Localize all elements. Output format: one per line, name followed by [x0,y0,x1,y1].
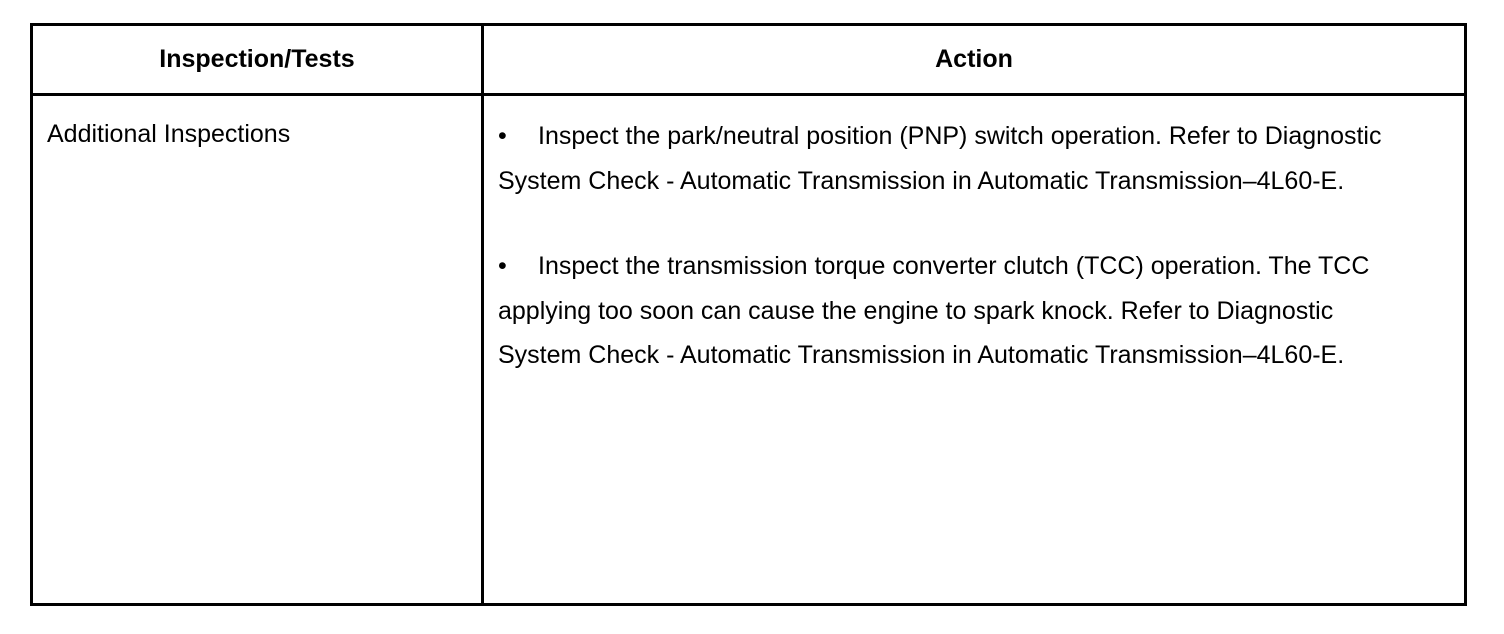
action-cell [498,114,1398,378]
header-divider [33,93,1464,96]
action-text: Inspect the transmission torque converter clutch (TCC) operation. The TCC applying too soon can cause the engine to spark knock. Refer to Diagnostic System Check - Automatic Transmission in Automatic Transmission–4L60-E. [498,252,1370,370]
header-inspection-tests: Inspection/Tests [159,45,355,73]
column-divider [481,26,484,603]
inspection-table [30,23,1467,606]
action-text: Inspect the park/neutral position (PNP) switch operation. Refer to Diagnostic System Check - Automatic Transmission in Automatic Transmission–4L60-E. [498,122,1382,195]
inspection-cell: Additional Inspections [47,120,291,148]
bullet-icon: • [498,122,507,150]
header-action: Action [935,45,1013,73]
action-item [498,114,1398,203]
action-item [498,244,1398,378]
bullet-icon: • [498,252,507,281]
